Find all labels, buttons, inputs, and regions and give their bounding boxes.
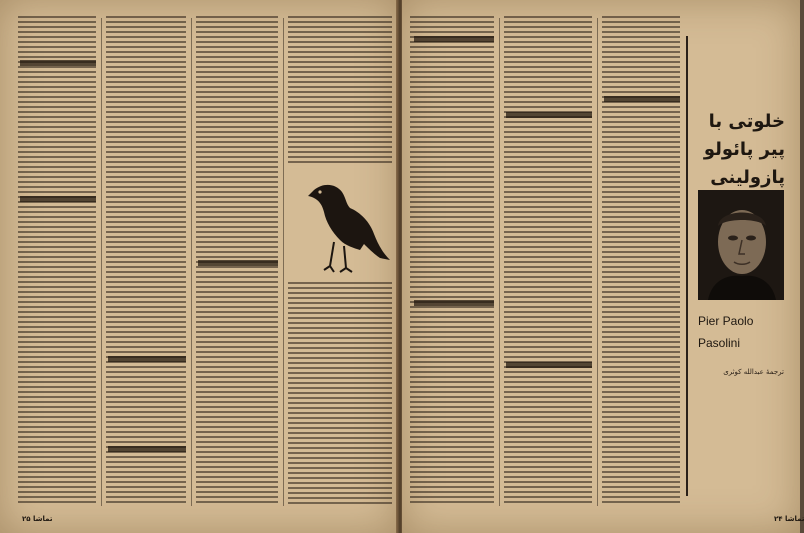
text-column [18, 16, 96, 506]
text-column [106, 16, 186, 506]
text-column [504, 16, 592, 506]
author-portrait [698, 190, 784, 300]
question-heading [506, 362, 592, 368]
question-heading [108, 446, 186, 452]
question-heading [604, 96, 680, 102]
page-number: ۲۵ تماشا [22, 515, 53, 523]
page-number: تماشا ۲۴ [774, 515, 804, 523]
column-rule [101, 18, 102, 506]
text-column [410, 16, 494, 506]
crow-icon [294, 168, 404, 278]
question-heading [108, 356, 186, 362]
question-heading [506, 112, 592, 118]
column-rule [499, 18, 500, 506]
question-heading [20, 60, 96, 66]
question-heading [414, 36, 494, 42]
author-name: Pier Paolo Pasolini [698, 314, 754, 350]
column-rule [597, 18, 598, 506]
question-heading [198, 260, 278, 266]
question-heading [414, 300, 494, 306]
article-title: خلوتی با پیر پائولو پازولینی [703, 111, 785, 188]
question-heading [20, 196, 96, 202]
text-column [602, 16, 680, 506]
column-rule [283, 18, 284, 506]
column-rule [191, 18, 192, 506]
translator-credit: ترجمهٔ عبدالله کوثری [723, 368, 784, 376]
text-column [288, 282, 392, 506]
text-column [288, 16, 392, 166]
